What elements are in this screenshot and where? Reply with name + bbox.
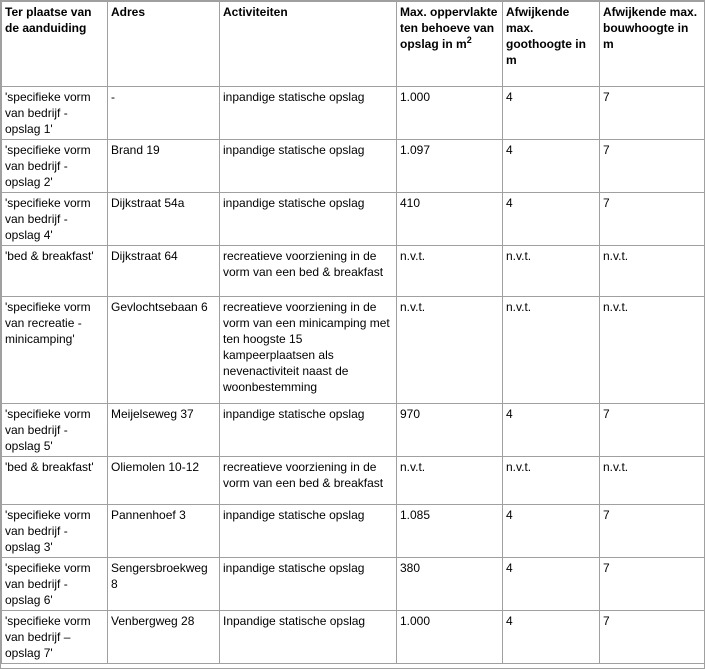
- cell-bouwhoogte: 7: [600, 611, 705, 664]
- cell-adres: Gevlochtsebaan 6: [108, 297, 220, 404]
- cell-max-oppervlakte: n.v.t.: [397, 297, 503, 404]
- table-row: [2, 505, 705, 558]
- cell-bouwhoogte: 7: [600, 505, 705, 558]
- cell-adres: Brand 19: [108, 140, 220, 193]
- cell-adres: -: [108, 87, 220, 140]
- table-row: [2, 140, 705, 193]
- cell-max-oppervlakte: 1.000: [397, 611, 503, 664]
- superscript-2: 2: [466, 35, 472, 45]
- table-row: [2, 193, 705, 246]
- table-header: [2, 2, 705, 87]
- cell-max-oppervlakte: 1.085: [397, 505, 503, 558]
- regulations-table: [1, 1, 705, 664]
- cell-aanduiding: 'specifieke vorm van bedrijf - opslag 6': [2, 558, 108, 611]
- column-header-max-oppervlakte-label: Max. oppervlakte ten behoeve van opslag in m: [400, 5, 498, 51]
- table-row: [2, 457, 705, 505]
- cell-aanduiding: 'bed & breakfast': [2, 246, 108, 297]
- header-row: [2, 2, 705, 87]
- cell-bouwhoogte: 7: [600, 87, 705, 140]
- cell-activiteiten: inpandige statische opslag: [220, 193, 397, 246]
- cell-bouwhoogte: 7: [600, 558, 705, 611]
- cell-adres: Oliemolen 10-12: [108, 457, 220, 505]
- cell-bouwhoogte: 7: [600, 140, 705, 193]
- column-header-adres: Adres: [108, 2, 220, 87]
- table-body: [2, 87, 705, 664]
- cell-goothoogte: n.v.t.: [503, 297, 600, 404]
- cell-bouwhoogte: 7: [600, 404, 705, 457]
- column-header-aanduiding: Ter plaatse van de aanduiding: [2, 2, 108, 87]
- cell-activiteiten: recreatieve voorziening in de vorm van een bed & breakfast: [220, 457, 397, 505]
- cell-adres: Pannenhoef 3: [108, 505, 220, 558]
- table-row: [2, 404, 705, 457]
- cell-adres: Dijkstraat 64: [108, 246, 220, 297]
- cell-max-oppervlakte: 410: [397, 193, 503, 246]
- cell-adres: Dijkstraat 54a: [108, 193, 220, 246]
- cell-goothoogte: 4: [503, 87, 600, 140]
- cell-bouwhoogte: 7: [600, 193, 705, 246]
- cell-aanduiding: 'specifieke vorm van bedrijf – opslag 7': [2, 611, 108, 664]
- column-header-goothoogte: Afwijkende max. goothoogte in m: [503, 2, 600, 87]
- cell-aanduiding: 'specifieke vorm van bedrijf - opslag 5': [2, 404, 108, 457]
- table-row: [2, 246, 705, 297]
- cell-goothoogte: 4: [503, 505, 600, 558]
- cell-aanduiding: 'specifieke vorm van bedrijf - opslag 2': [2, 140, 108, 193]
- table-row: [2, 611, 705, 664]
- cell-activiteiten: Inpandige statische opslag: [220, 611, 397, 664]
- cell-max-oppervlakte: n.v.t.: [397, 457, 503, 505]
- cell-max-oppervlakte: n.v.t.: [397, 246, 503, 297]
- cell-goothoogte: 4: [503, 558, 600, 611]
- cell-activiteiten: inpandige statische opslag: [220, 505, 397, 558]
- cell-aanduiding: 'specifieke vorm van recreatie - minicamping': [2, 297, 108, 404]
- cell-bouwhoogte: n.v.t.: [600, 297, 705, 404]
- cell-activiteiten: inpandige statische opslag: [220, 404, 397, 457]
- cell-goothoogte: 4: [503, 193, 600, 246]
- cell-max-oppervlakte: 970: [397, 404, 503, 457]
- table-row: [2, 558, 705, 611]
- cell-max-oppervlakte: 1.097: [397, 140, 503, 193]
- cell-max-oppervlakte: 380: [397, 558, 503, 611]
- cell-adres: Sengersbroekweg 8: [108, 558, 220, 611]
- cell-aanduiding: 'bed & breakfast': [2, 457, 108, 505]
- cell-max-oppervlakte: 1.000: [397, 87, 503, 140]
- cell-adres: Venbergweg 28: [108, 611, 220, 664]
- column-header-activiteiten: Activiteiten: [220, 2, 397, 87]
- cell-activiteiten: inpandige statische opslag: [220, 140, 397, 193]
- cell-goothoogte: 4: [503, 611, 600, 664]
- cell-activiteiten: recreatieve voorziening in de vorm van een minicamping met ten hoogste 15 kampeerplaatsen als nevenactiviteit naast de woonbestemming: [220, 297, 397, 404]
- cell-activiteiten: inpandige statische opslag: [220, 87, 397, 140]
- cell-activiteiten: recreatieve voorziening in de vorm van een bed & breakfast: [220, 246, 397, 297]
- cell-goothoogte: n.v.t.: [503, 457, 600, 505]
- cell-aanduiding: 'specifieke vorm van bedrijf - opslag 4': [2, 193, 108, 246]
- table-row: [2, 87, 705, 140]
- cell-aanduiding: 'specifieke vorm van bedrijf - opslag 1': [2, 87, 108, 140]
- cell-goothoogte: 4: [503, 140, 600, 193]
- column-header-bouwhoogte: Afwijkende max. bouwhoogte in m: [600, 2, 705, 87]
- column-header-max-oppervlakte: [397, 2, 503, 87]
- cell-adres: Meijelseweg 37: [108, 404, 220, 457]
- cell-bouwhoogte: n.v.t.: [600, 246, 705, 297]
- cell-goothoogte: 4: [503, 404, 600, 457]
- table-row: [2, 297, 705, 404]
- cell-bouwhoogte: n.v.t.: [600, 457, 705, 505]
- cell-activiteiten: inpandige statische opslag: [220, 558, 397, 611]
- cell-goothoogte: n.v.t.: [503, 246, 600, 297]
- cell-aanduiding: 'specifieke vorm van bedrijf - opslag 3': [2, 505, 108, 558]
